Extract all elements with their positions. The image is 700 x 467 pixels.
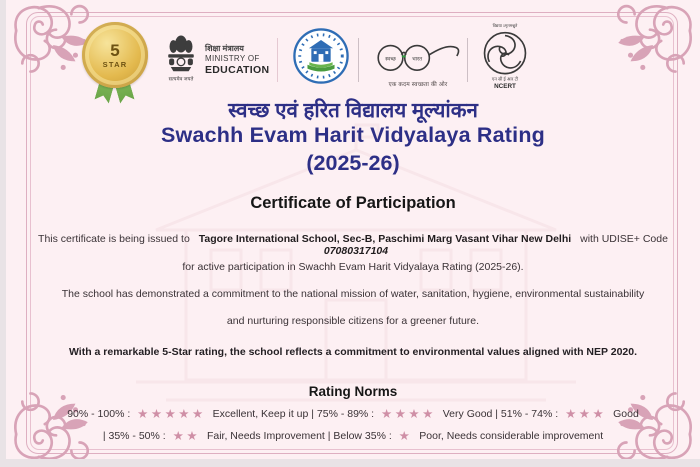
lens-text-left: स्वच्छ — [385, 56, 396, 63]
medal-disc — [82, 22, 148, 88]
rating-stars-icon: ★★★ — [565, 407, 607, 421]
swachh-bharat-glasses-icon — [368, 38, 468, 74]
ministry-name-hindi: शिक्षा मंत्रालय — [205, 44, 244, 54]
rating-stars-icon: ★★★★ — [381, 407, 436, 421]
ashoka-emblem-icon — [164, 34, 198, 88]
ncert-motto: विद्यया ऽमृतमश्नुते — [492, 22, 518, 28]
rating-highlight-line: With a remarkable 5-Star rating, the school reflects a commitment to environmental values aligned with NEP 2020. — [68, 346, 638, 358]
title-year: (2025-26) — [306, 151, 400, 175]
logo-separator — [467, 38, 468, 82]
rating-norms-heading: Rating Norms — [308, 384, 398, 399]
swachh-bharat-tagline: एक कदम स्वच्छता की ओर — [388, 82, 448, 88]
lens-text-right: भारत — [411, 56, 423, 63]
participation-line: for active participation in Swachh Evam Harit Vidyalaya Rating (2025-26). — [182, 261, 524, 273]
udise-label: with UDISE+ Code — [580, 233, 668, 245]
school-emblem-icon — [292, 27, 350, 85]
rating-stars-icon: ★★ — [172, 429, 201, 443]
logo-separator — [277, 38, 278, 82]
ncert-name: NCERT — [494, 83, 516, 91]
certificate — [6, 0, 700, 459]
medal-rating-label: STAR — [102, 59, 128, 69]
emblem-motto: सत्यमेव जयते — [168, 76, 194, 83]
rating-norms-line: 90% - 100% : ★★★★★ Excellent, Keep it up | 75% - 89% : ★★★★ Very Good | 51% - 74% : ★★★ Good — [67, 407, 639, 421]
rating-stars-icon: ★★★★★ — [137, 407, 206, 421]
ministry-name-line1: MINISTRY OF — [205, 54, 260, 64]
ncert-name-hindi: एन सी ई आर टी — [491, 76, 519, 82]
title-english: Swachh Evam Harit Vidyalaya Rating — [161, 123, 545, 147]
logo-separator — [358, 38, 359, 82]
commitment-line-1: The school has demonstrated a commitment to the national mission of water, sanitation, hygiene, environmental sustainability — [61, 288, 645, 300]
rating-stars-icon: ★ — [398, 429, 413, 443]
commitment-line-2: and nurturing responsible citizens for a greener future. — [226, 315, 480, 327]
udise-code: 07080317104 — [323, 245, 389, 257]
issued-prefix: This certificate is being issued to — [38, 233, 190, 245]
ministry-of-education-logo — [164, 34, 269, 88]
logo-row — [6, 0, 700, 110]
ncert-logo — [477, 20, 533, 98]
school-name: Tagore International School, Sec-B, Paschimi Marg Vasant Vihar New Delhi — [198, 233, 572, 245]
ministry-text — [205, 44, 269, 77]
five-star-medal-icon — [78, 22, 152, 106]
ministry-name-line2: EDUCATION — [205, 64, 270, 77]
rating-norms-line: | 35% - 50% : ★★ Fair, Needs Improvement | Below 35% : ★ Poor, Needs considerable improvement — [102, 429, 604, 443]
swachh-bharat-logo — [368, 38, 468, 88]
certificate-heading: Certificate of Participation — [250, 194, 456, 212]
medal-rating-number: 5 — [110, 40, 120, 60]
title-hindi: स्वच्छ एवं हरित विद्यालय मूल्यांकन — [228, 99, 478, 122]
issued-line — [6, 233, 700, 257]
